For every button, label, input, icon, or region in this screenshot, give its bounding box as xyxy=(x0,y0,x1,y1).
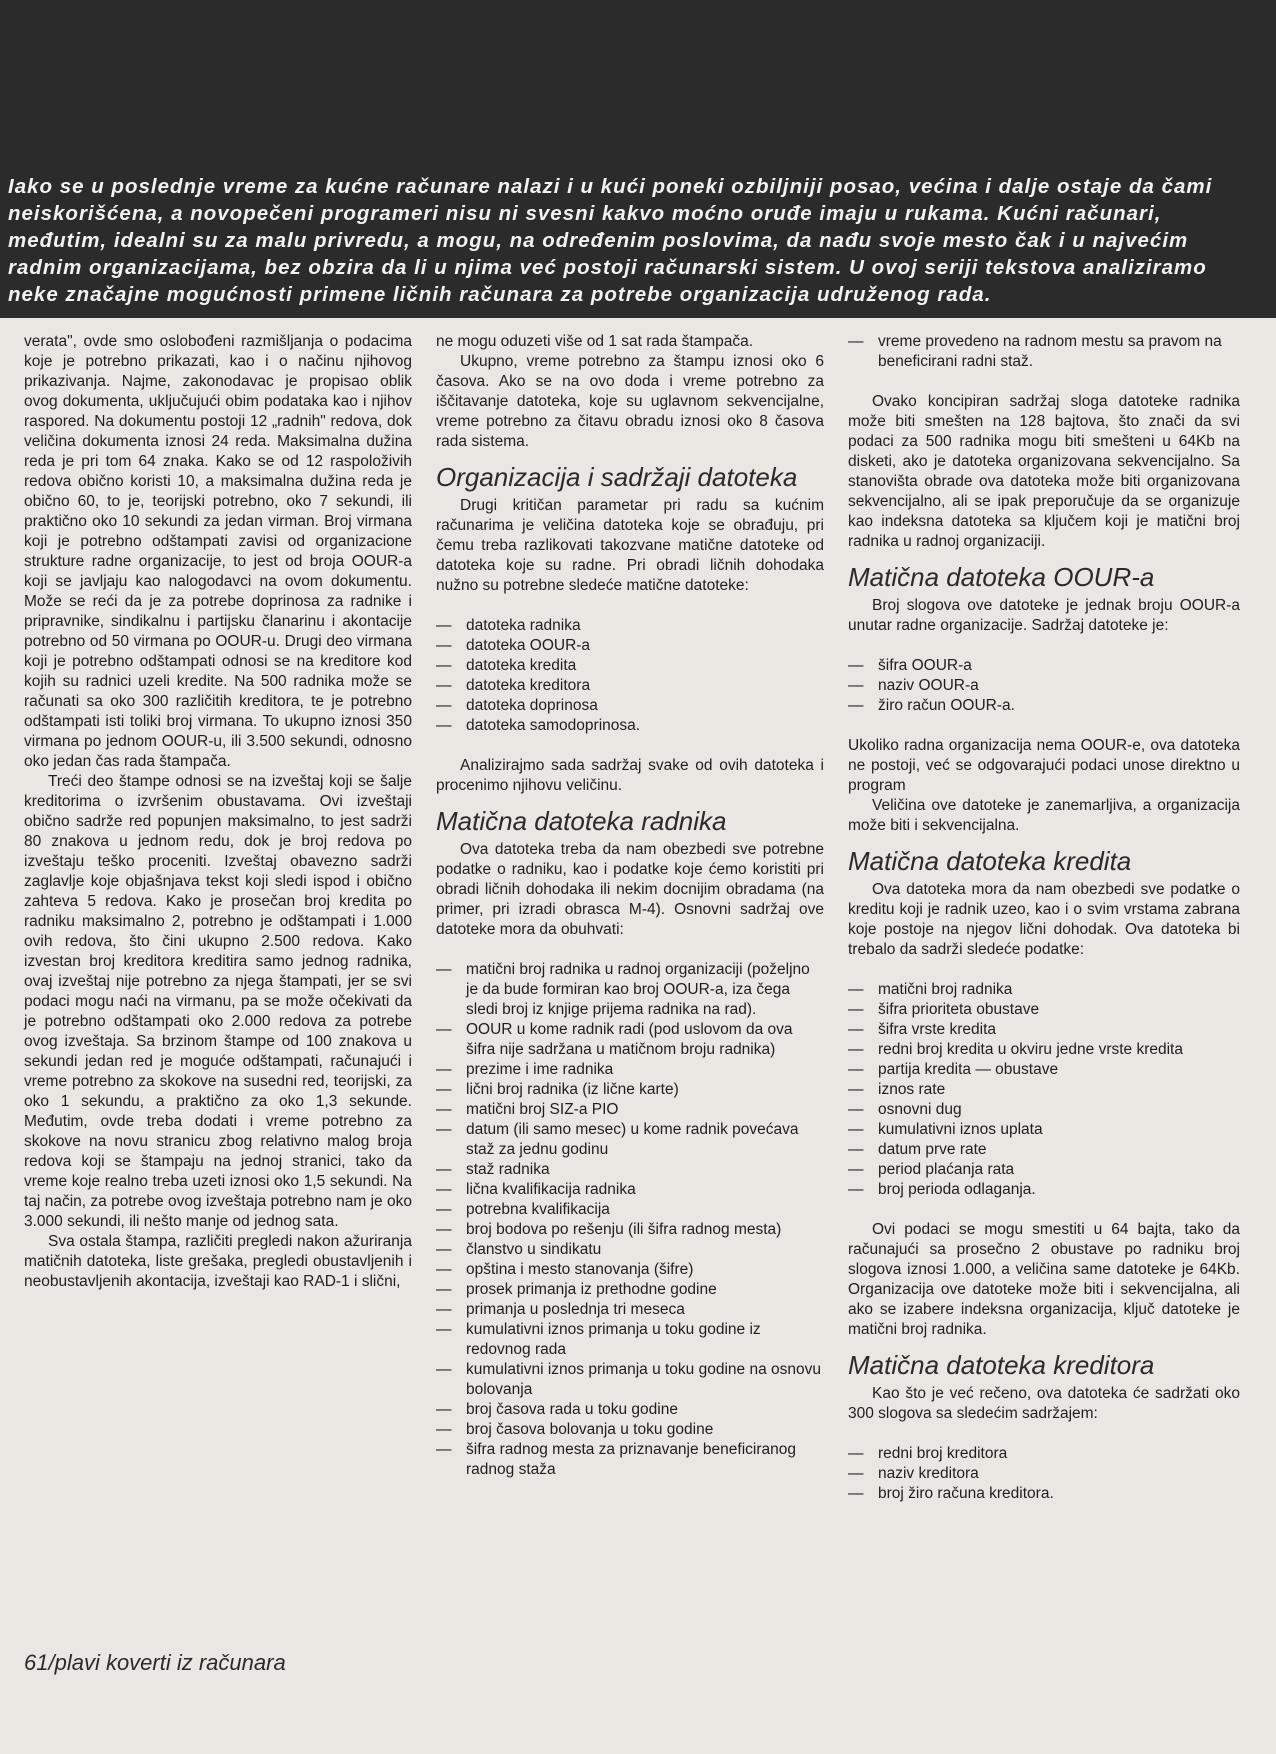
list-item: — broj časova rada u toku godine xyxy=(436,1400,824,1420)
paragraph: Drugi kritičan parametar pri radu sa kućnim računarima je veličina datoteka koje se obrađuju, pri čemu treba razlikovati takozvane matične datoteke od datoteka koje su radne. Pri obradi ličnih dohodaka nužno su potrebne sledeće matične datoteke: xyxy=(436,497,824,594)
list-item: — potrebna kvalifikacija xyxy=(436,1200,824,1220)
intro-text: Iako se u poslednje vreme za kućne računare nalazi i u kući poneki ozbiljniji posao, većina i dalje ostaje da čami neiskorišćena, a novopečeni programeri nisu ni svesni kakvo moćno oruđe imaju u rukama. Kućni računari, međutim, idealni su za malu privredu, a mogu, na određenim poslovima, da nađu svoje mesto čak i u najvećim radnim organizacijama, bez obzira da li u njima već postoji računarski sistem. U ovoj seriji tekstova analiziramo neke značajne mogućnosti primene ličnih računara za potrebe organizacija udruženog rada. xyxy=(8,174,1213,306)
list-item: — vreme provedeno na radnom mestu sa pravom na beneficirani radni staž. xyxy=(848,332,1240,372)
paragraph: Ovi podaci se mogu smestiti u 64 bajta, tako da računajući sa prosečno 2 obustave po radniku broj slogova iznosi 1.000, a veličina same datoteke je 64Kb. Organizacija ove datoteke može biti i sekvencijalna, ali ako se izabere indeksna organizacija, ključ datoteke je matični broj radnika. xyxy=(848,1221,1240,1338)
section-heading: Matična datoteka kreditora xyxy=(848,1350,1155,1380)
list-item: — šifra prioriteta obustave xyxy=(848,1000,1240,1020)
list-item: — lična kvalifikacija radnika xyxy=(436,1180,824,1200)
list-item: — matični broj radnika u radnoj organizaciji (poželjno je da bude formiran kao broj OOUR-a, iza čega sledi broj iz knjige prijema radnika na rad). xyxy=(436,960,824,1020)
list-item: — šifra vrste kredita xyxy=(848,1020,1240,1040)
list-item: — datoteka doprinosa xyxy=(436,696,824,716)
list-item: — period plaćanja rata xyxy=(848,1160,1240,1180)
list-item: — datum (ili samo mesec) u kome radnik povećava staž za jednu godinu xyxy=(436,1120,824,1160)
list-item: — datum prve rate xyxy=(848,1140,1240,1160)
paragraph: ne mogu oduzeti više od 1 sat rada štampača. xyxy=(436,333,754,350)
paragraph: Veličina ove datoteke je zanemarljiva, a organizacija može biti i sekvencijalna. xyxy=(848,797,1240,834)
list-item: — kumulativni iznos uplata xyxy=(848,1120,1240,1140)
list-item: — redni broj kreditora xyxy=(848,1444,1240,1464)
page-footer: 61/plavi koverti iz računara xyxy=(24,1650,286,1675)
column-1 xyxy=(24,332,412,1292)
paragraph: Ukupno, vreme potrebno za štampu iznosi oko 6 časova. Ako se na ovo doda i vreme potrebno za iščitavanje datoteka, koje su uglavnom sekvencijalne, vreme potrebno za čitavu obradu iznosi oko 8 časova rada sistema. xyxy=(436,353,824,450)
column-3 xyxy=(848,332,1240,1504)
list-item: — opština i mesto stanovanja (šifre) xyxy=(436,1260,824,1280)
list-item: — staž radnika xyxy=(436,1160,824,1180)
list-item: — broj perioda odlaganja. xyxy=(848,1180,1240,1200)
paragraph: Ova datoteka treba da nam obezbedi sve potrebne podatke o radniku, kao i podatke koje ćemo koristiti pri obradi ličnih dohodaka ili nekim docnijim obradama (na primer, pri izradi obrasca M-4). Osnovni sadržaj ove datoteke mora da obuhvati: xyxy=(436,841,824,938)
header-band xyxy=(0,0,1276,318)
list-item: — kumulativni iznos primanja u toku godine iz redovnog rada xyxy=(436,1320,824,1360)
list-item: — matični broj SIZ-a PIO xyxy=(436,1100,824,1120)
list-item: — datoteka radnika xyxy=(436,616,824,636)
list-item: — partija kredita — obustave xyxy=(848,1060,1240,1080)
paragraph: Kao što je već rečeno, ova datoteka će sadržati oko 300 slogova sa sledećim sadržajem: xyxy=(848,1385,1240,1422)
list-item: — naziv OOUR-a xyxy=(848,676,1240,696)
section-heading: Matična datoteka OOUR-a xyxy=(848,562,1155,592)
list xyxy=(848,980,1240,1200)
list-item: — lični broj radnika (iz lične karte) xyxy=(436,1080,824,1100)
list-item: — broj časova bolovanja u toku godine xyxy=(436,1420,824,1440)
list-item: — primanja u poslednja tri meseca xyxy=(436,1300,824,1320)
list-item: — prosek primanja iz prethodne godine xyxy=(436,1280,824,1300)
list-item: — broj žiro računa kreditora. xyxy=(848,1484,1240,1504)
list-item: — OOUR u kome radnik radi (pod uslovom da ova šifra nije sadržana u matičnom broju radnika) xyxy=(436,1020,824,1060)
list xyxy=(436,960,824,1480)
list xyxy=(848,332,1240,372)
paragraph: Ovako koncipiran sadržaj sloga datoteke radnika može biti smešten na 128 bajtova, što znači da svi podaci za 500 radnika mogu biti smešteni u 64Kb na disketi, ako je datoteka organizovana sekvencijalno. Sa stanovišta obrade ova datoteka može biti organizovana sekvencijalno, ali se ipak preporučuje da se organizuje kao indeksna datoteka sa ključem koji je matični broj radnika u radnoj organizaciji. xyxy=(848,393,1240,550)
list xyxy=(436,616,824,736)
list-item: — šifra OOUR-a xyxy=(848,656,1240,676)
list xyxy=(848,1444,1240,1504)
list-item: — naziv kreditora xyxy=(848,1464,1240,1484)
list-item: — prezime i ime radnika xyxy=(436,1060,824,1080)
list-item: — datoteka kredita xyxy=(436,656,824,676)
column-2 xyxy=(436,332,824,1480)
paragraph: Treći deo štampe odnosi se na izveštaj koji se šalje kreditorima o izvršenim obustavama. Ovi izveštaji obično sadrže red popunjen maksimalno, to jest sadrži 80 znakova u jednom redu, dok je broj redova po izveštaju teško proceniti. Izveštaj obavezno sadrži zaglavlje koje objašnjava tekst koji sledi ispod i obično zahteva 5 redova. Kako je prosečan broj kredita po radniku maksimalno 2, potrebno je odštampati i 1.000 ovih redova, što čini ukupno 2.500 redova. Kako izvestan broj kreditora kreditira samo jednog radnika, ovaj izveštaj nije potrebno za njega štampati, jer se svi podaci mogu naći na virmanu, pa se može očekivati da je potrebno odštampati oko 2.000 redova za potrebe ovog izveštaja. Sa brzinom štampe od 100 znakova u sekundi jedan red je moguće odštampati, računajući i vreme potrebno za skokove na susedni red, teorijski, za oko 1 sekundu, a praktično za oko 1,3 sekunde. Međutim, ovde treba dodati i vreme potrebno za skokove na novu stranicu zbog relativno malog broja redova koji se štampaju na jednoj stranici, tako da vreme koje realno treba uzeti iznosi oko 1,5 sekundi. Na taj način, za potrebe ovog izveštaja potrebno nam je oko 3.000 sekundi, ili nešto manje od jednog sata. xyxy=(24,773,412,1230)
paragraph: verata", ovde smo oslobođeni razmišljanja o podacima koje je potrebno prikazati, kao i o načinu njihovog prikazivanja. Najme, zakonodavac je propisao oblik ovog dokumenta, uključujući obim podataka kao i njihov raspored. Na dokumentu postoji 12 „radnih" redova, dok veličina dokumenta iznosi 24 reda. Maksimalna dužina reda je pri tom 64 znaka. Kako se od 12 raspoloživih redova obično koristi 10, a maksimalna dužina reda je obično 60, to je, teorijski potrebno, oko 7 sekundi, ili praktično oko 10 sekundi za jedan virman. Broj virmana koji je potrebno odštampati zavisi od organizacione strukture radne organizacije, to jest od broja OOUR-a koji se javljaju kao nalogodavci na ovom dokumentu. Može se reći da je za potrebe doprinosa za radnike i pripravnike, sindikalnu i partijsku članarinu i akontacije potrebno od 50 virmana po OOUR-u. Drugi deo virmana koji je potrebno odštampati odnosi se na kreditore kod kojih su radnici uzeli kredite. Na 500 radnika može se računati sa oko 300 različitih kreditora, te je potrebno odštampati isti toliki broj virmana. To ukupno iznosi 350 virmana po jednom OOUR-u, ili 3.500 sekundi, odnosno oko jedan čas rada štampača. xyxy=(24,333,412,770)
list xyxy=(848,656,1240,716)
list-item: — kumulativni iznos primanja u toku godine na osnovu bolovanja xyxy=(436,1360,824,1400)
section-heading: Matična datoteka kredita xyxy=(848,846,1132,876)
section-heading: Matična datoteka radnika xyxy=(436,806,727,836)
section-heading: Organizacija i sadržaji datoteka xyxy=(436,462,798,492)
list-item: — šifra radnog mesta za priznavanje beneficiranog radnog staža xyxy=(436,1440,824,1480)
list-item: — žiro račun OOUR-a. xyxy=(848,696,1240,716)
list-item: — redni broj kredita u okviru jedne vrste kredita xyxy=(848,1040,1240,1060)
list-item: — članstvo u sindikatu xyxy=(436,1240,824,1260)
paragraph: Analizirajmo sada sadržaj svake od ovih datoteka i procenimo njihovu veličinu. xyxy=(436,757,824,794)
list-item: — osnovni dug xyxy=(848,1100,1240,1120)
list-item: — datoteka samodoprinosa. xyxy=(436,716,824,736)
paragraph: Broj slogova ove datoteke je jednak broju OOUR-a unutar radne organizacije. Sadržaj datoteke je: xyxy=(848,597,1240,634)
paragraph: Ukoliko radna organizacija nema OOUR-e, ova datoteka ne postoji, već se odgovarajući podaci unose direktno u program xyxy=(848,737,1240,794)
list-item: — datoteka kreditora xyxy=(436,676,824,696)
list-item: — matični broj radnika xyxy=(848,980,1240,1000)
paragraph: Ova datoteka mora da nam obezbedi sve podatke o kreditu koji je radnik uzeo, kao i o svim vrstama zabrana koje postoje na njegov lični dohodak. Ova datoteka bi trebalo da sadrži sledeće podatke: xyxy=(848,881,1240,958)
paragraph: Sva ostala štampa, različiti pregledi nakon ažuriranja matičnih datoteka, liste grešaka, pregledi obustavljenih i neobustavljenih akontacija, izveštaji kao RAD-1 i slični, xyxy=(24,1233,412,1290)
list-item: — datoteka OOUR-a xyxy=(436,636,824,656)
list-item: — iznos rate xyxy=(848,1080,1240,1100)
list-item: — broj bodova po rešenju (ili šifra radnog mesta) xyxy=(436,1220,824,1240)
